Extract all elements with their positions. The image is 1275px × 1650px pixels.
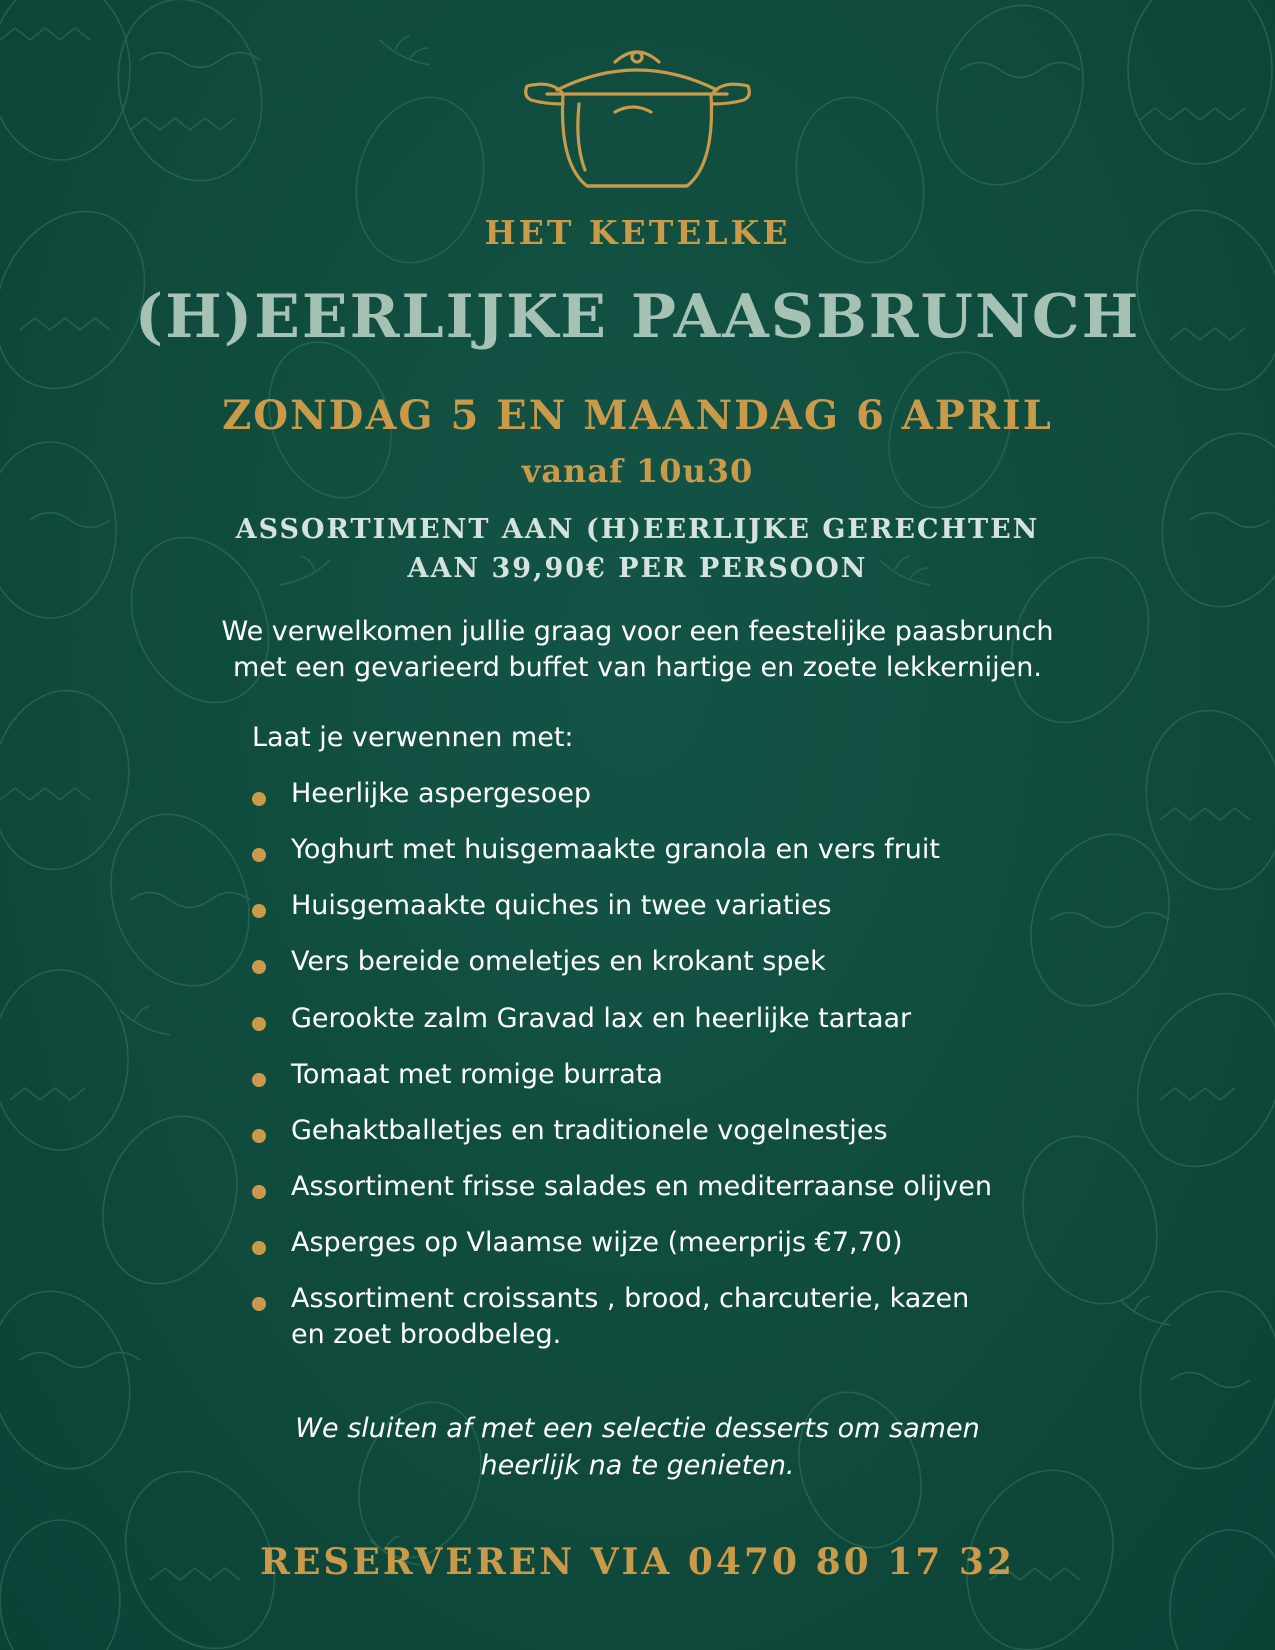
bullet-dot-icon	[252, 792, 266, 806]
brand-name: HET KETELKE	[484, 213, 791, 252]
menu-item-label: Huisgemaakte quiches in twee variaties	[291, 890, 832, 921]
closing-line-2: heerlijk na te genieten.	[480, 1450, 795, 1481]
menu-item-label: Assortiment croissants , brood, charcuterie, kazen	[291, 1283, 970, 1314]
menu-item-label: Gerookte zalm Gravad lax en heerlijke tartaar	[291, 1003, 912, 1034]
menu-item-label: Heerlijke aspergesoep	[291, 778, 592, 809]
reservation-phone: RESERVEREN VIA 0470 80 17 32	[260, 1541, 1015, 1583]
bullet-dot-icon	[252, 1185, 266, 1199]
bullet-dot-icon	[252, 848, 266, 862]
menu-item-label: Tomaat met romige burrata	[291, 1059, 663, 1090]
event-date: ZONDAG 5 EN MAANDAG 6 APRIL	[222, 392, 1053, 439]
page-title: (H)EERLIJKE PAASBRUNCH	[134, 282, 1141, 352]
closing-line-1: We sluiten af met een selectie desserts om samen	[295, 1413, 980, 1444]
cooking-pot-logo-icon	[505, 42, 770, 202]
bullet-dot-icon	[252, 1241, 266, 1255]
menu-item-label: Assortiment frisse salades en mediterraanse olijven	[291, 1171, 992, 1202]
bullet-dot-icon	[252, 1297, 266, 1311]
bullet-dot-icon	[252, 1129, 266, 1143]
menu-item-label: Asperges op Vlaamse wijze (meerprijs €7,70)	[291, 1227, 903, 1258]
menu-item-label-continued: en zoet broodbeleg.	[291, 1319, 562, 1350]
intro-line-2: met een gevarieerd buffet van hartige en zoete lekkernijen.	[233, 652, 1042, 683]
menu-item-label: Vers bereide omeletjes en krokant spek	[291, 946, 826, 977]
intro-line-1: We verwelkomen jullie graag voor een feestelijke paasbrunch	[221, 616, 1054, 647]
menu-lead: Laat je verwennen met:	[252, 722, 574, 753]
bullet-dot-icon	[252, 1073, 266, 1087]
bullet-dot-icon	[252, 904, 266, 918]
bullet-dot-icon	[252, 1017, 266, 1031]
event-time: vanaf 10u30	[521, 452, 754, 490]
offer-line-2: AAN 39,90€ PER PERSOON	[407, 553, 868, 584]
offer-line-1: ASSORTIMENT AAN (H)EERLIJKE GERECHTEN	[235, 514, 1040, 545]
menu-item-label: Gehaktballetjes en traditionele vogelnestjes	[291, 1115, 888, 1146]
bullet-dot-icon	[252, 960, 266, 974]
menu-item-label: Yoghurt met huisgemaakte granola en vers fruit	[291, 834, 940, 865]
